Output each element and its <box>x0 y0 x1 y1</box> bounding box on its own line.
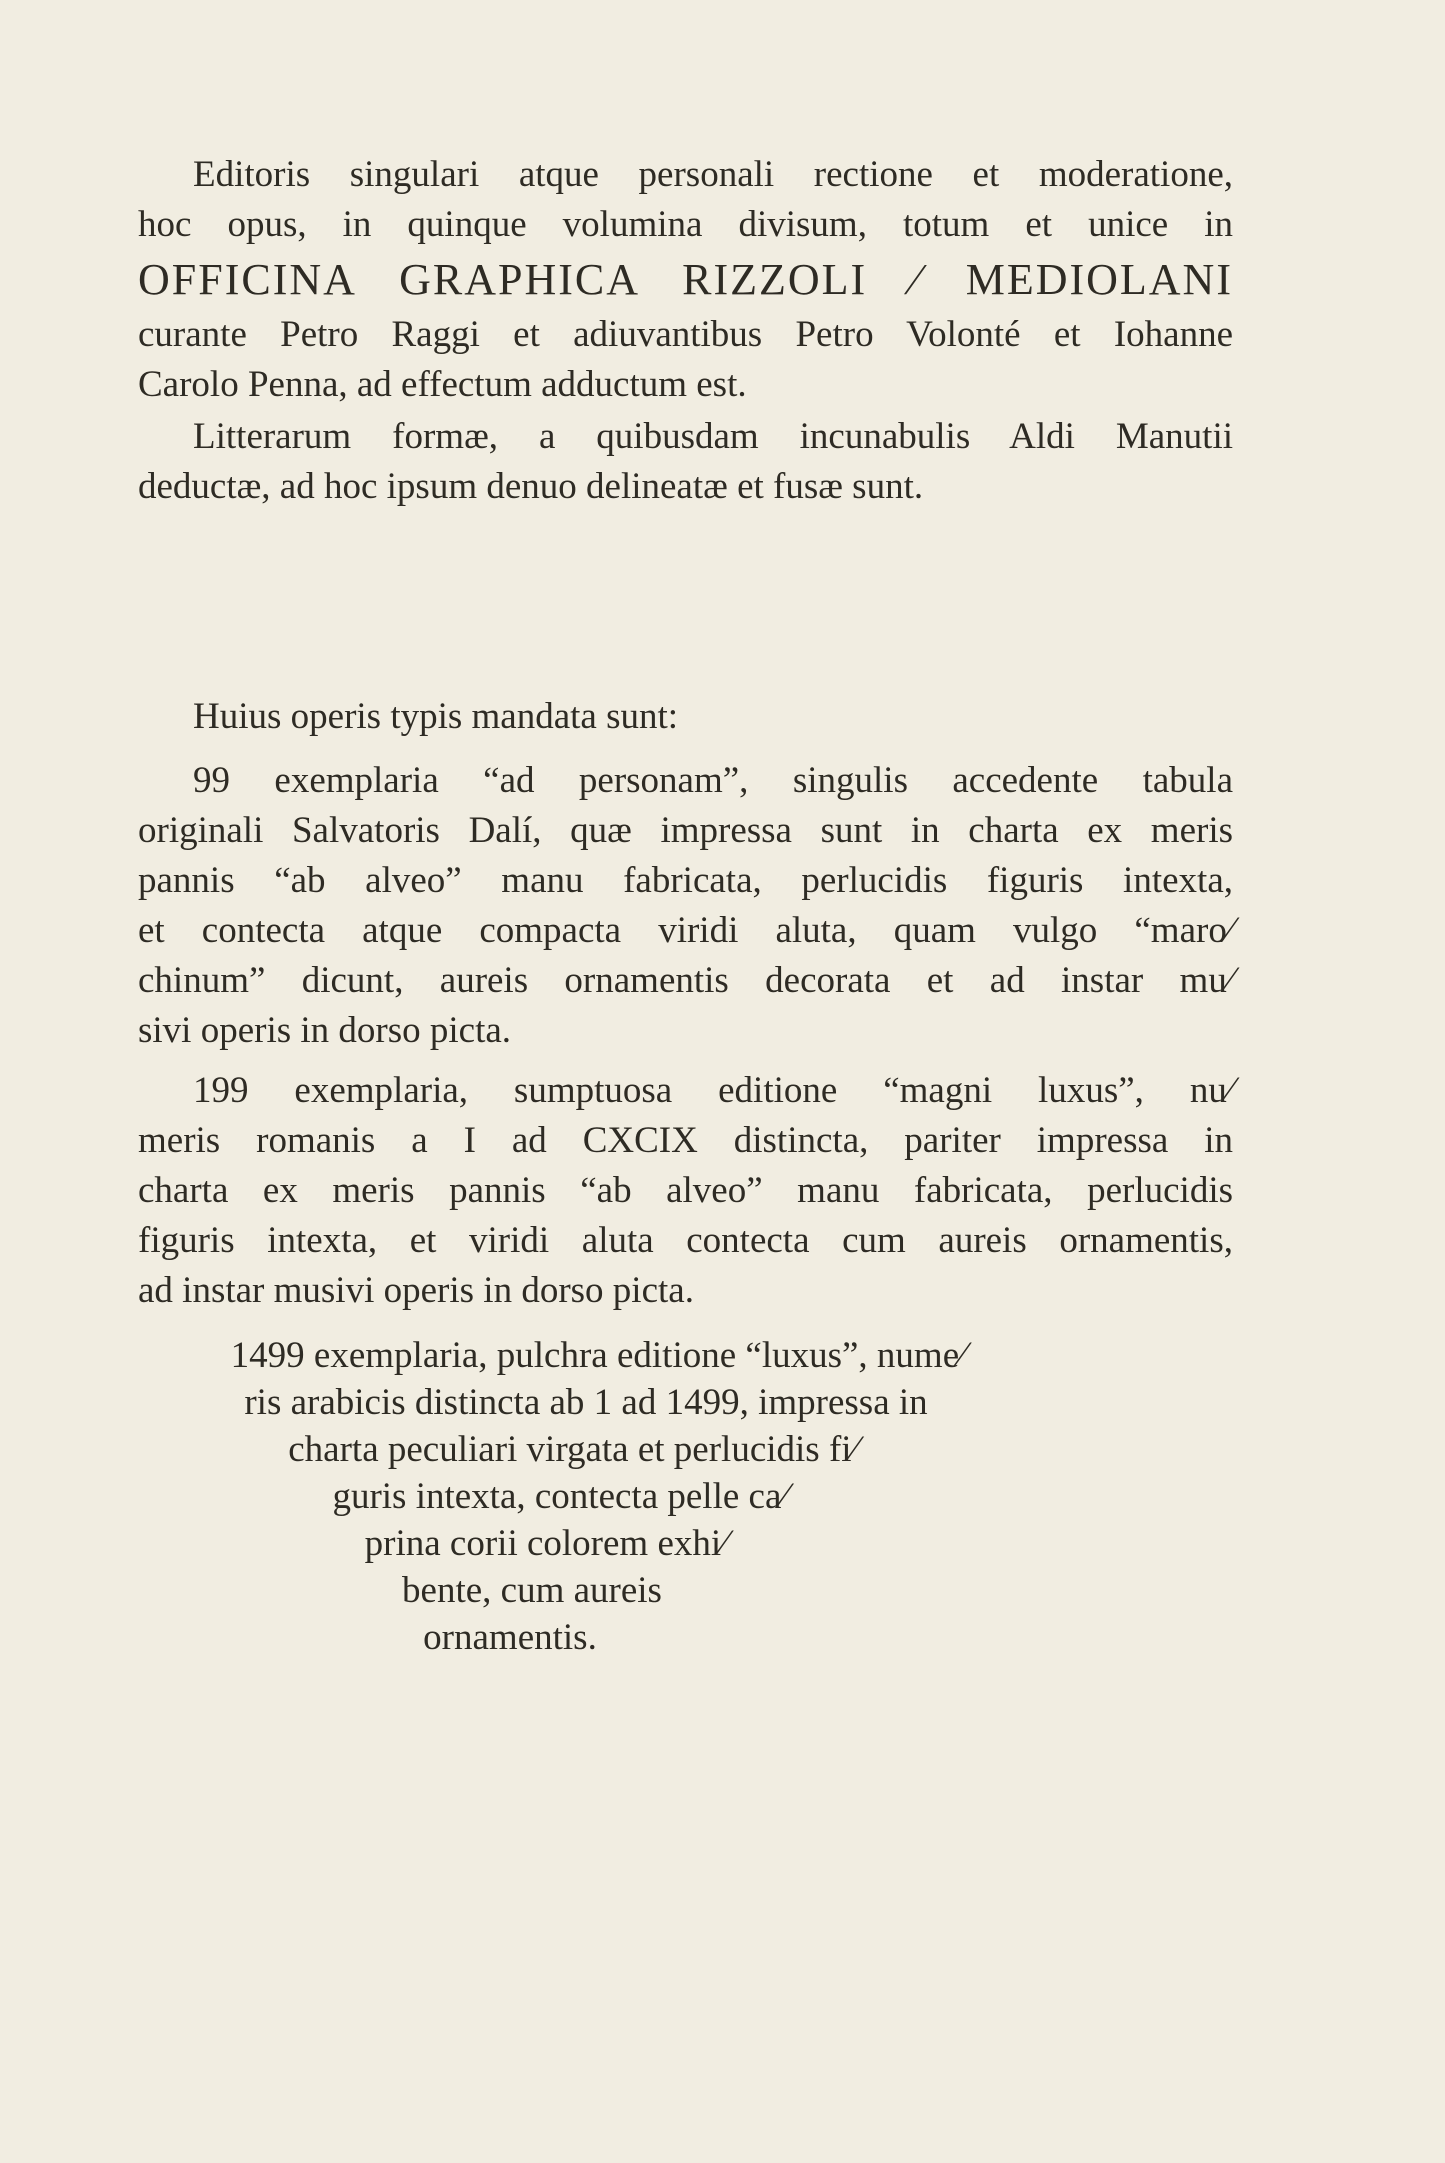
printing-house-imprint-line: OFFICINA GRAPHICA RIZZOLI ⁄ MEDIOLANI <box>138 255 1233 304</box>
text-line: sivi operis in dorso picta. <box>138 1010 512 1051</box>
colophon-intro-paragraph <box>138 150 1233 410</box>
text-line: figuris intexta, et viridi aluta contecta cum aureis ornamentis, <box>138 1220 1233 1261</box>
edition-1499-tapered-paragraph <box>138 1332 1058 1661</box>
edition-99-paragraph <box>138 756 1233 1056</box>
text-line: deductæ, ad hoc ipsum denuo delineatæ et fusæ sunt. <box>138 466 924 507</box>
edition-199-paragraph <box>138 1066 1233 1316</box>
heading-line: Huius operis typis mandata sunt: <box>193 696 679 737</box>
text-line: Carolo Penna, ad effectum adductum est. <box>138 364 747 405</box>
text-line: charta ex meris pannis “ab alveo” manu fabricata, perlucidis <box>138 1170 1233 1211</box>
text-line: chinum” dicunt, aureis ornamentis decorata et ad instar mu⁄ <box>138 960 1233 1001</box>
text-line: Editoris singulari atque personali rectione et moderatione, <box>193 154 1233 195</box>
text-line: pannis “ab alveo” manu fabricata, perlucidis figuris intexta, <box>138 860 1233 901</box>
text-line: et contecta atque compacta viridi aluta, quam vulgo “maro⁄ <box>138 910 1233 951</box>
text-line: charta peculiari virgata et perlucidis fi⁄ <box>288 1429 858 1470</box>
text-line: hoc opus, in quinque volumina divisum, totum et unice in <box>138 204 1233 245</box>
text-line: bente, cum aureis <box>402 1570 662 1611</box>
text-line: curante Petro Raggi et adiuvantibus Petro Volonté et Iohanne <box>138 314 1233 355</box>
text-line: ad instar musivi operis in dorso picta. <box>138 1270 694 1311</box>
text-line: 1499 exemplaria, pulchra editione “luxus”, nume⁄ <box>230 1335 966 1376</box>
text-line: ris arabicis distincta ab 1 ad 1499, impressa in <box>244 1382 928 1423</box>
edition-list-heading <box>138 692 1233 742</box>
text-line: 99 exemplaria “ad personam”, singulis accedente tabula <box>193 760 1233 801</box>
text-line: ornamentis. <box>423 1617 597 1658</box>
text-line: Litterarum formæ, a quibusdam incunabulis Aldi Manutii <box>193 416 1233 457</box>
text-line: originali Salvatoris Dalí, quæ impressa sunt in charta ex meris <box>138 810 1233 851</box>
text-line: prina corii colorem exhi⁄ <box>364 1523 728 1564</box>
text-line: guris intexta, contecta pelle ca⁄ <box>332 1476 788 1517</box>
text-line: 199 exemplaria, sumptuosa editione “magni luxus”, nu⁄ <box>193 1070 1233 1111</box>
typeface-note-paragraph <box>138 412 1233 512</box>
text-line: meris romanis a I ad CXCIX distincta, pariter impressa in <box>138 1120 1233 1161</box>
